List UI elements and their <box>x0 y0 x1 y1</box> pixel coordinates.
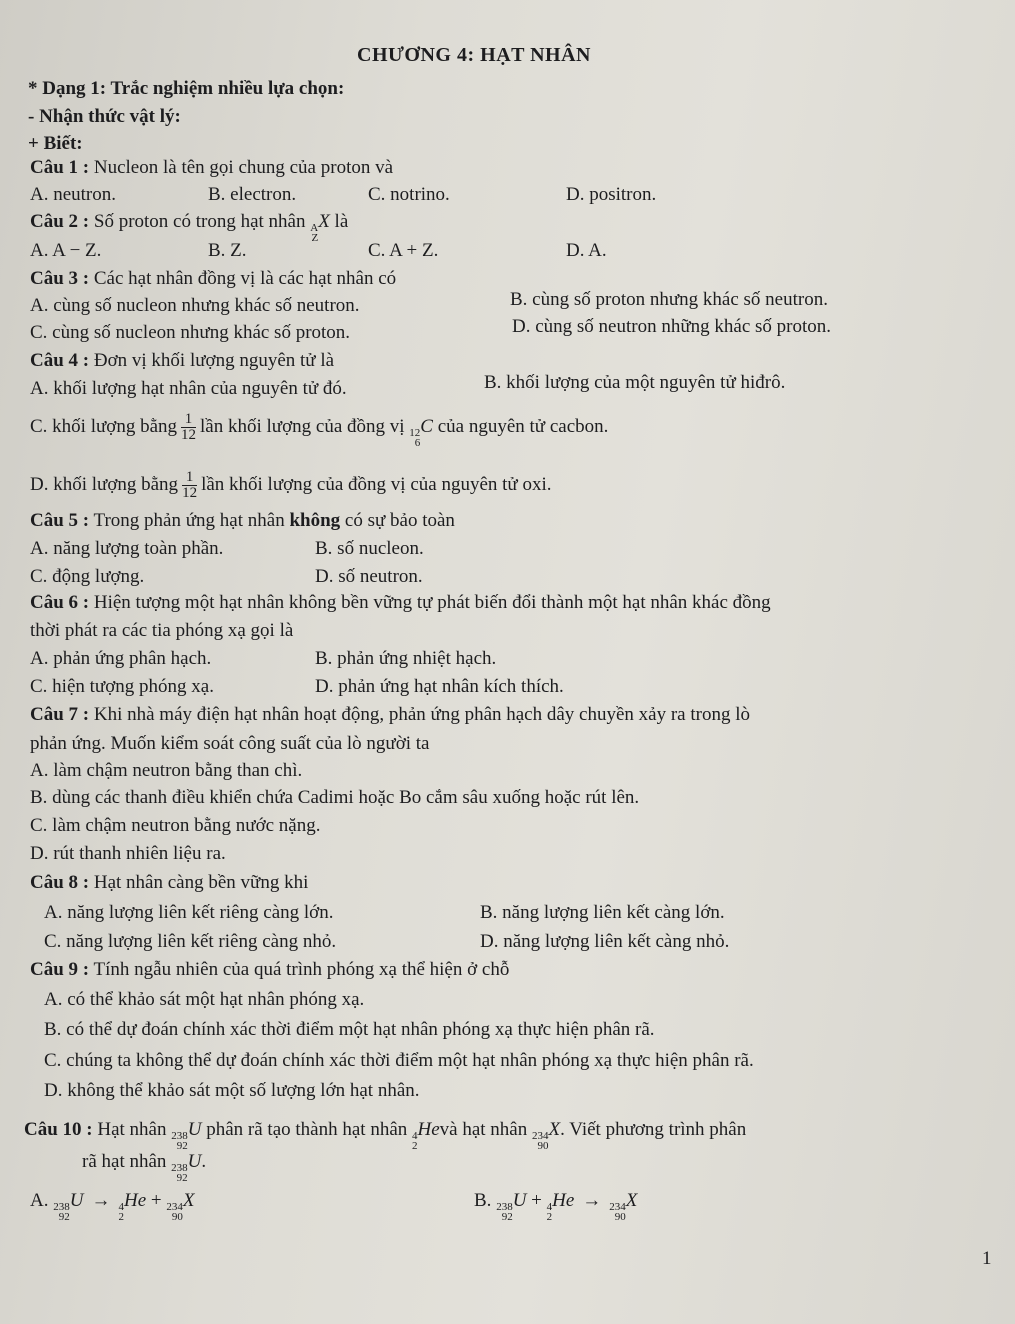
q9-option-d: D. không thể khảo sát một số lượng lớn hạt nhân. <box>44 1080 420 1101</box>
question-7-cont: phản ứng. Muốn kiểm soát công suất của lò người ta <box>30 733 430 754</box>
q6-option-c: C. hiện tượng phóng xạ. <box>30 676 214 697</box>
q10-option-b: B. 238 92 U + 4 2 He → 234 90 X <box>474 1190 638 1223</box>
q4-option-a: A. khối lượng hạt nhân của nguyên tử đó. <box>30 378 347 399</box>
q5-option-c: C. động lượng. <box>30 566 145 587</box>
nucleus-symbol: A Z X <box>310 211 330 244</box>
q6-option-a: A. phản ứng phân hạch. <box>30 648 212 669</box>
q8-option-a: A. năng lượng liên kết riêng càng lớn. <box>44 902 334 923</box>
q8-option-b: B. năng lượng liên kết càng lớn. <box>480 902 725 923</box>
q9-option-a: A. có thể khảo sát một hạt nhân phóng xạ. <box>44 989 365 1010</box>
q2-option-b: B. Z. <box>208 240 247 261</box>
q4-option-d: D. khối lượng bằng $\frac{1}{12}$ lần khối lượng của đồng vị của nguyên tử oxi. <box>30 469 552 501</box>
q4-option-c: C. khối lượng bằng $\frac{1}{12}$ lần khối lượng của đồng vị 12 6 C của nguyên tử cacbon. <box>30 411 609 449</box>
question-2: Câu 2 : Số proton có trong hạt nhân A Z X là <box>30 211 349 244</box>
sub-heading: - Nhận thức vật lý: <box>28 106 181 127</box>
level-heading: + Biết: <box>28 133 83 154</box>
q1-option-a: A. neutron. <box>30 184 117 205</box>
q1-option-d: D. positron. <box>566 184 657 205</box>
question-6: Câu 6 : Hiện tượng một hạt nhân không bền vững tự phát biến đổi thành một hạt nhân khác đồng <box>30 592 771 613</box>
fraction: $\frac{1}{12}$ <box>181 411 197 443</box>
q7-option-c: C. làm chậm neutron bằng nước nặng. <box>30 815 321 836</box>
q3-option-b: B. cùng số proton nhưng khác số neutron. <box>510 289 828 310</box>
q2-option-d: D. A. <box>566 240 607 261</box>
question-4: Câu 4 : Đơn vị khối lượng nguyên tử là <box>30 350 335 371</box>
q5-option-a: A. năng lượng toàn phần. <box>30 538 224 559</box>
q4-option-b: B. khối lượng của một nguyên tử hiđrô. <box>484 372 786 393</box>
question-10: Câu 10 : Hạt nhân 238 92 U phân rã tạo thành hạt nhân 4 2 Hevà hạt nhân 234 90 X. Viết phương trình phân <box>24 1119 747 1152</box>
q6-option-d: D. phản ứng hạt nhân kích thích. <box>315 676 564 697</box>
q3-option-a: A. cùng số nucleon nhưng khác số neutron. <box>30 295 360 316</box>
q3-option-d: D. cùng số neutron những khác số proton. <box>512 316 832 337</box>
q3-option-c: C. cùng số nucleon nhưng khác số proton. <box>30 322 351 343</box>
q9-option-b: B. có thể dự đoán chính xác thời điểm một hạt nhân phóng xạ thực hiện phân rã. <box>44 1019 655 1040</box>
question-10-cont: rã hạt nhân 238 92 U. <box>82 1151 207 1184</box>
q6-option-b: B. phản ứng nhiệt hạch. <box>315 648 497 669</box>
question-7: Câu 7 : Khi nhà máy điện hạt nhân hoạt động, phản ứng phân hạch dây chuyền xảy ra trong lò <box>30 704 750 725</box>
section-heading: * Dạng 1: Trắc nghiệm nhiều lựa chọn: <box>28 78 345 99</box>
q8-option-d: D. năng lượng liên kết càng nhỏ. <box>480 931 730 952</box>
question-5: Câu 5 : Trong phản ứng hạt nhân không có sự bảo toàn <box>30 510 455 531</box>
reaction-arrow: → <box>582 1190 602 1211</box>
question-1: Câu 1 : Nucleon là tên gọi chung của proton và <box>30 157 394 178</box>
reaction-arrow: → <box>91 1190 111 1211</box>
question-6-cont: thời phát ra các tia phóng xạ gọi là <box>30 620 294 641</box>
q2-option-a: A. A − Z. <box>30 240 102 261</box>
q7-option-a: A. làm chậm neutron bằng than chì. <box>30 760 303 781</box>
page-number: 1 <box>982 1248 992 1269</box>
q1-option-b: B. electron. <box>208 184 297 205</box>
q2-option-c: C. A + Z. <box>368 240 439 261</box>
q5-option-d: D. số neutron. <box>315 566 423 587</box>
q7-option-d: D. rút thanh nhiên liệu ra. <box>30 843 226 864</box>
chapter-title: CHƯƠNG 4: HẠT NHÂN <box>357 44 591 66</box>
question-9: Câu 9 : Tính ngẫu nhiên của quá trình phóng xạ thể hiện ở chỗ <box>30 959 510 980</box>
fraction: $\frac{1}{12}$ <box>182 469 198 501</box>
q7-option-b: B. dùng các thanh điều khiển chứa Cadimi hoặc Bo cắm sâu xuống hoặc rút lên. <box>30 787 640 808</box>
question-3: Câu 3 : Các hạt nhân đồng vị là các hạt nhân có <box>30 268 397 289</box>
question-8: Câu 8 : Hạt nhân càng bền vững khi <box>30 872 309 893</box>
q8-option-c: C. năng lượng liên kết riêng càng nhỏ. <box>44 931 337 952</box>
q9-option-c: C. chúng ta không thể dự đoán chính xác thời điểm một hạt nhân phóng xạ thực hiện phân rã. <box>44 1050 754 1071</box>
q5-option-b: B. số nucleon. <box>315 538 424 559</box>
q1-option-c: C. notrino. <box>368 184 450 205</box>
q10-option-a: A. 238 92 U → 4 2 He + 234 90 X <box>30 1190 195 1223</box>
